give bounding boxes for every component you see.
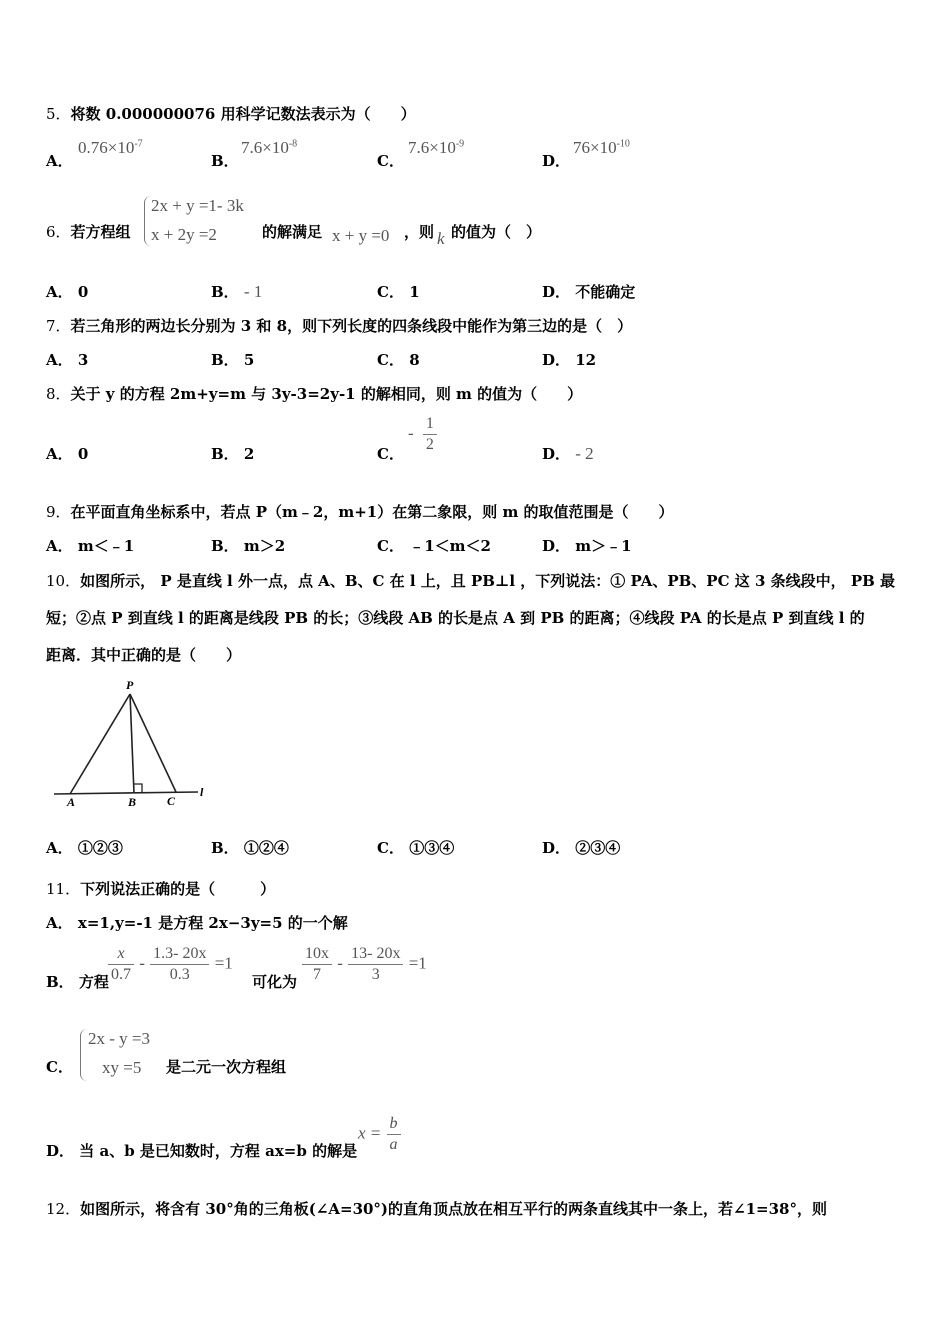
line-l (54, 792, 198, 794)
question-6: 6．若方程组 (46, 223, 131, 241)
label-b: B (128, 795, 137, 808)
q9-option-b: B． m＞2 (211, 537, 286, 555)
question-9: 9．在平面直角坐标系中，若点 P（m﹣2，m+1）在第二象限，则 m 的取值范围是（ ） (46, 503, 674, 521)
q11-c-eq1: 2x - y =3 (88, 1029, 150, 1048)
q6-option-a: A． 0 (46, 283, 89, 301)
q6-system-brace (144, 196, 151, 246)
q11-option-d-expr: x = $\frac{b}{a}$ (358, 1114, 401, 1155)
q8-option-c: C． (377, 445, 404, 463)
q11-option-a: A． x=1,y=-1 是方程 2x−3y=5 的一个解 (46, 914, 348, 932)
question-10-line-2: 短；②点 P 到直线 l 的距离是线段 PB 的长；③线段 AB 的长是点 A 到 PB 的距离；④线段 PA 的长是点 P 到直线 l 的 (46, 609, 865, 627)
q11-option-b-expr2: $\frac{10x}{7}$ - $\frac{13- 20x}{3}$ =1 (302, 944, 427, 985)
q11-option-d: D． 当 a、b 是已知数时，方程 ax=b 的解是 (46, 1142, 358, 1160)
q11-option-b-expr1: $\frac{x}{0.7}$ - $\frac{1.3- 20x}{0.3}$ =1 (108, 944, 233, 985)
q11-option-b-label: B． 方程 (46, 973, 109, 991)
q6-mid-text: 的解满足 (262, 223, 323, 241)
q8-option-b: B． 2 (211, 445, 255, 463)
question-7: 7．若三角形的两边长分别为 3 和 8，则下列长度的四条线段中能作为第三边的是（ ） (46, 317, 633, 335)
segment-pc (130, 694, 176, 792)
q9-option-d: D． m＞﹣1 (542, 537, 632, 555)
q6-option-b: B． - 1 (211, 282, 263, 301)
q11-option-c-text: 是二元一次方程组 (166, 1058, 287, 1076)
q5-option-d-value: $76\times 10^{-10}$ (573, 138, 630, 157)
q6-eq2: x + 2y =2 (151, 225, 217, 244)
q10-figure (50, 678, 220, 808)
question-12: 12．如图所示，将含有 30°角的三角板(∠A=30°)的直角顶点放在相互平行的两条直线其中一条上，若∠1=38°，则 (46, 1200, 827, 1218)
label-p: P (126, 678, 134, 692)
q5-option-b: B． (211, 152, 239, 170)
label-c: C (167, 794, 176, 808)
q6-then-text: ，则 (404, 223, 435, 241)
q6-option-d: D． 不能确定 (542, 283, 636, 301)
q7-option-c: C． 8 (377, 351, 420, 369)
q7-option-a: A． 3 (46, 351, 89, 369)
q5-option-c: C． (377, 152, 404, 170)
q6-eq1: 2x + y =1- 3k (151, 196, 244, 215)
q10-option-a: A． ①②③ (46, 839, 123, 857)
q8-option-d: D． - 2 (542, 444, 594, 463)
q10-option-b: B． ①②④ (211, 839, 289, 857)
label-l: l (200, 785, 204, 799)
q9-option-c: C． ﹣1＜m＜2 (377, 537, 491, 555)
label-a: A (67, 795, 76, 808)
question-10-line-1: 10．如图所示， P 是直线 l 外一点，点 A、B、C 在 l 上，且 PB⊥l ，下列说法：① PA、PB、PC 这 3 条线段中， PB 最 (46, 572, 896, 590)
right-angle-mark (134, 784, 142, 793)
q11-c-system-brace (80, 1029, 87, 1081)
q8-option-a: A． 0 (46, 445, 89, 463)
segment-pa (70, 694, 130, 794)
segment-pb (130, 694, 134, 793)
q11-option-c-label: C． (46, 1058, 73, 1076)
question-5: 5．将数 0.000000076 用科学记数法表示为（ ） (46, 105, 416, 123)
q9-option-a: A． m＜﹣1 (46, 537, 135, 555)
question-10-line-3: 距离．其中正确的是（ ） (46, 646, 242, 664)
q7-option-d: D． 12 (542, 351, 597, 369)
q10-option-c: C． ①③④ (377, 839, 455, 857)
q6-k: k (437, 229, 445, 248)
q8-option-c-value: - $\frac{1}{2}$ (408, 414, 437, 455)
q5-option-d: D． (542, 152, 571, 170)
q5-option-b-value: $7.6\times 10^{-8}$ (241, 138, 298, 157)
q6-post-text: 的值为（ ） (451, 223, 542, 241)
q11-c-eq2: xy =5 (102, 1058, 142, 1077)
q5-option-a-value: $0.76\times 10^{-7}$ (78, 138, 143, 157)
question-11: 11．下列说法正确的是（ ） (46, 880, 276, 898)
q6-option-c: C． 1 (377, 283, 420, 301)
q5-option-c-value: $7.6\times 10^{-9}$ (408, 138, 465, 157)
q10-option-d: D． ②③④ (542, 839, 621, 857)
q5-option-a: A． (46, 152, 73, 170)
question-8: 8．关于 y 的方程 2m+y=m 与 3y-3=2y-1 的解相同，则 m 的值为（ ） (46, 385, 583, 403)
q11-option-b-mid: 可化为 (252, 973, 298, 991)
q7-option-b: B． 5 (211, 351, 255, 369)
q6-condition: x + y =0 (332, 226, 390, 245)
